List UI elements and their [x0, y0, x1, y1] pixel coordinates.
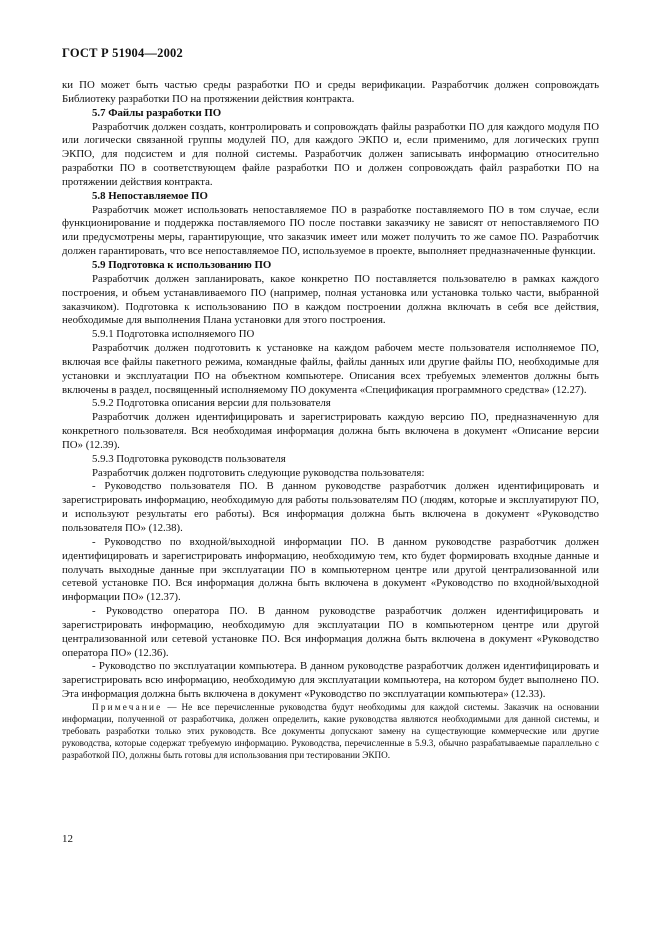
list-item: - Руководство по эксплуатации компьютера. В данном руководстве разработчик должен идентифицировать и зарегистрировать всю информацию, необходимую для эксплуатации компьютера, на котором будет выполнено ПО. Эта информация должна быть включена в документ «Руководство по эксплуатации компьютера» (12.33). [62, 660, 599, 701]
section-5-8-title: 5.8 Непоставляемое ПО [92, 189, 208, 202]
document-body [62, 79, 599, 762]
section-5-7-title: 5.7 Файлы разработки ПО [92, 106, 222, 119]
section-5-9-text: Разработчик должен запланировать, какое конкретно ПО поставляется пользователю в рамках каждого построения, и объем устанавливаемого ПО (например, полная установка или установка только части, выбранной заказчиком). Подготовка к использованию ПО в каждом построении должна включать в себя все действия, необходимые для выполнения Плана установки для этого построения. [62, 272, 599, 327]
note-text: — Не все перечисленные руководства будут необходимы для каждой системы. Заказчик на основании информации, полученной от разработчика, должен определить, какие руководства являются необходимыми для данной системы, и требовать разработки только этих руководств. Все документы допускают замену на существующие коммерческие или другие руководства, которые содержат требуемую информацию. Руководства, перечисленные в 5.9.3, обычно разрабатываемые параллельно с разработкой ПО, должны быть готовы для использования при тестировании ЭКПО. [62, 701, 599, 760]
section-5-8-text: Разработчик может использовать непоставляемое ПО в разработке поставляемого ПО в том случае, если функционирование и поддержка поставляемого ПО после поставки заказчику не зависят от непоставляемого ПО или предусмотрены меры, гарантирующие, что заказчик имеет или может получить то же самое ПО. Разработчик должен гарантировать, что все непоставляемое ПО, используемое в проекте, выполняет предназначенные функции. [62, 203, 599, 258]
document-header: ГОСТ Р 51904—2002 [62, 46, 183, 60]
list-item: - Руководство по входной/выходной информации ПО. В данном руководстве разработчик должен идентифицировать и зарегистрировать информацию, необходимую тем, кто будет формировать входные данные и получать выходные данные при эксплуатации ПО в компьютерном центре или другой централизованной или сетевой установке ПО. Вся информация должна быть включена в документ «Руководство по входной/выходной информации ПО» (12.37). [62, 535, 599, 604]
note [62, 702, 599, 762]
section-5-9-3-intro: Разработчик должен подготовить следующие руководства пользователя: [92, 466, 425, 479]
section-5-9-3-title: 5.9.3 Подготовка руководств пользователя [92, 452, 286, 465]
section-5-9-2-text: Разработчик должен идентифицировать и зарегистрировать каждую версию ПО, предназначенную для конкретного пользователя. Вся необходимая информация должна быть включена в документ «Описание версии ПО» (12.39). [62, 411, 599, 451]
section-5-7-text: Разработчик должен создать, контролировать и сопровождать файлы разработки ПО для каждого модуля ПО или логически связанной группы модулей ПО, для каждого ЭКПО и, если применимо, для логических групп ЭКПО, для подсистем и для полной системы. Разработчик должен записывать информацию относительно разработки ПО в соответствующем файле разработки ПО и должен сопровождать файл разработки ПО на протяжении действия контракта. [62, 120, 599, 188]
section-5-9-1-text: Разработчик должен подготовить к установке на каждом рабочем месте пользователя исполняемое ПО, включая все файлы пакетного режима, командные файлы, файлы данных или другие файлы ПО, необходимые для установки и эксплуатации ПО на объектном компьютере. Описания всех требуемых элементов должны быть включены в раздел, посвященный исполняемому ПО документа «Спецификация программного средства» (12.27). [62, 342, 599, 396]
note-label: Примечание [92, 701, 163, 712]
list-item: - Руководство оператора ПО. В данном руководстве разработчик должен идентифицировать и зарегистрировать информацию, необходимую для эксплуатации ПО в компьютерном центре или другой централизованной или сетевой установке ПО. Вся информация должна быть включена в документ «Руководство оператора ПО» (12.36). [62, 605, 599, 659]
section-5-9-2-title: 5.9.2 Подготовка описания версии для пользователя [92, 397, 331, 410]
section-5-9-1-title: 5.9.1 Подготовка исполняемого ПО [92, 328, 255, 341]
list-item: - Руководство пользователя ПО. В данном руководстве разработчик должен идентифицировать и зарегистрировать информацию, необходимую для работы пользователям ПО (людям, которые и эксплуатируют ПО, и используют результаты его работы). Вся информация должна быть включена в документ «Руководство пользователя ПО» (12.38). [62, 480, 599, 534]
section-5-9-title: 5.9 Подготовка к использованию ПО [92, 258, 272, 271]
continued-paragraph: ки ПО может быть частью среды разработки ПО и среды верификации. Разработчик должен сопровождать Библиотеку разработки ПО на протяжении действия контракта. [62, 79, 599, 105]
page-number: 12 [62, 833, 73, 845]
